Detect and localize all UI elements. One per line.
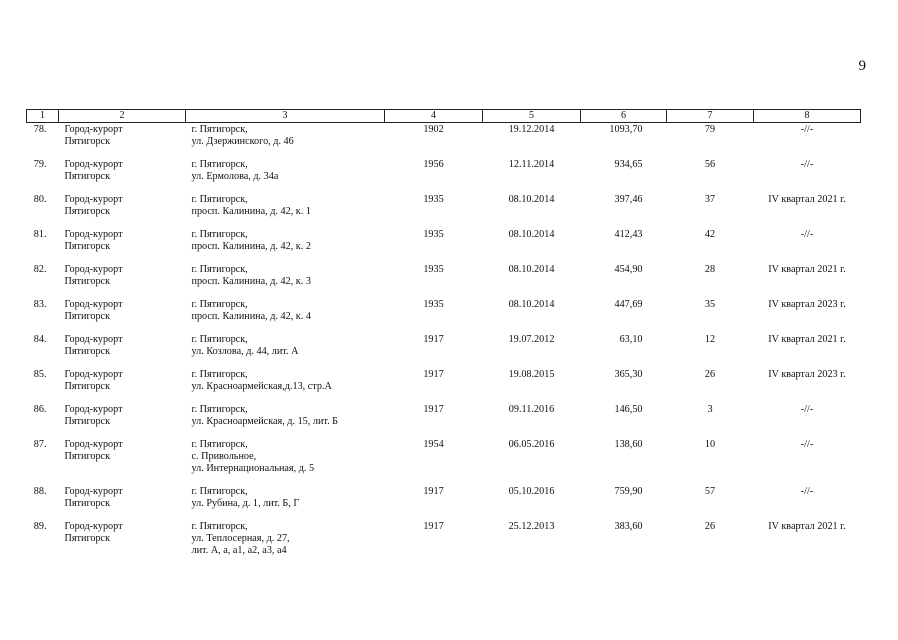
- row-number: 82.: [33, 264, 47, 275]
- residents-cell: 28: [704, 264, 716, 275]
- table-header: [27, 110, 861, 123]
- date-cell: 25.12.2013: [508, 521, 555, 532]
- municipality-cell: [59, 486, 186, 521]
- row-number: 89.: [33, 521, 47, 532]
- municipality-cell-line: Пятигорск: [64, 346, 111, 357]
- residents-cell: 35: [704, 299, 716, 310]
- municipality-cell: [59, 334, 186, 369]
- municipality-cell-line: Пятигорск: [64, 276, 111, 287]
- residents-cell: 26: [704, 369, 716, 380]
- municipality-cell-line: Город-курорт: [64, 334, 123, 345]
- area-cell: 397,46: [614, 194, 643, 205]
- municipality-cell: [59, 299, 186, 334]
- municipality-cell: [59, 439, 186, 486]
- term-cell: -//-: [800, 404, 814, 415]
- municipality-cell: [59, 159, 186, 194]
- residents-cell: 12: [704, 334, 716, 345]
- row-number: 88.: [33, 486, 47, 497]
- address-cell: [186, 521, 385, 557]
- year-cell: 1917: [423, 334, 444, 345]
- date-cell: 05.10.2016: [508, 486, 555, 497]
- header-col-1: 1: [27, 110, 59, 123]
- date-cell: 09.11.2016: [508, 404, 555, 415]
- table-row: [27, 439, 861, 486]
- header-col-4: 4: [385, 110, 483, 123]
- term-cell: IV квартал 2021 г.: [768, 264, 846, 275]
- address-cell: [186, 439, 385, 486]
- table-row: [27, 299, 861, 334]
- address-cell-line: ул. Красноармейская, д. 15, лит. Б: [191, 416, 339, 427]
- area-cell: 412,43: [614, 229, 643, 240]
- header-col-2: 2: [59, 110, 186, 123]
- address-cell-line: с. Привольное,: [191, 451, 257, 462]
- header-col-7: 7: [667, 110, 754, 123]
- municipality-cell-line: Город-курорт: [64, 439, 123, 450]
- header-row: [27, 110, 861, 123]
- year-cell: 1902: [423, 124, 444, 135]
- area-cell: 383,60: [614, 521, 643, 532]
- address-cell-line: просп. Калинина, д. 42, к. 3: [191, 276, 311, 287]
- address-cell: [186, 404, 385, 439]
- table-row: [27, 486, 861, 521]
- row-number: 80.: [33, 194, 47, 205]
- term-cell: -//-: [800, 159, 814, 170]
- municipality-cell: [59, 369, 186, 404]
- municipality-cell-line: Пятигорск: [64, 533, 111, 544]
- municipality-cell-line: Пятигорск: [64, 381, 111, 392]
- table-row: [27, 229, 861, 264]
- area-cell: 759,90: [614, 486, 643, 497]
- row-number: 78.: [33, 124, 47, 135]
- row-number: 79.: [33, 159, 47, 170]
- year-cell: 1917: [423, 486, 444, 497]
- table-row: [27, 369, 861, 404]
- residents-cell: 56: [704, 159, 716, 170]
- residents-cell: 3: [707, 404, 713, 415]
- row-number: 86.: [33, 404, 47, 415]
- municipality-cell-line: Город-курорт: [64, 299, 123, 310]
- municipality-cell-line: Пятигорск: [64, 498, 111, 509]
- area-cell: 138,60: [614, 439, 643, 450]
- address-cell: [186, 159, 385, 194]
- term-cell: IV квартал 2021 г.: [768, 194, 846, 205]
- date-cell: 08.10.2014: [508, 229, 555, 240]
- housing-table-container: [26, 109, 860, 557]
- address-cell-line: г. Пятигорск,: [191, 334, 248, 345]
- housing-table: [26, 109, 861, 557]
- table-row: [27, 334, 861, 369]
- date-cell: 08.10.2014: [508, 194, 555, 205]
- municipality-cell: [59, 229, 186, 264]
- term-cell: -//-: [800, 439, 814, 450]
- row-number: 87.: [33, 439, 47, 450]
- address-cell-line: г. Пятигорск,: [191, 124, 248, 135]
- date-cell: 19.08.2015: [508, 369, 555, 380]
- table-body: [27, 123, 861, 558]
- year-cell: 1935: [423, 229, 444, 240]
- municipality-cell-line: Город-курорт: [64, 369, 123, 380]
- municipality-cell: [59, 404, 186, 439]
- term-cell: IV квартал 2021 г.: [768, 334, 846, 345]
- row-number: 81.: [33, 229, 47, 240]
- year-cell: 1956: [423, 159, 444, 170]
- year-cell: 1954: [423, 439, 444, 450]
- address-cell-line: г. Пятигорск,: [191, 194, 248, 205]
- term-cell: IV квартал 2023 г.: [768, 369, 846, 380]
- year-cell: 1935: [423, 299, 444, 310]
- table-row: [27, 521, 861, 557]
- address-cell: [186, 194, 385, 229]
- address-cell-line: ул. Красноармейская,д.13, стр.А: [191, 381, 332, 392]
- address-cell-line: ул. Рубина, д. 1, лит. Б, Г: [191, 498, 300, 509]
- table-row: [27, 194, 861, 229]
- address-cell-line: г. Пятигорск,: [191, 299, 248, 310]
- date-cell: 08.10.2014: [508, 299, 555, 310]
- address-cell: [186, 334, 385, 369]
- address-cell-line: г. Пятигорск,: [191, 486, 248, 497]
- area-cell: 454,90: [614, 264, 643, 275]
- municipality-cell-line: Город-курорт: [64, 124, 123, 135]
- term-cell: IV квартал 2023 г.: [768, 299, 846, 310]
- municipality-cell-line: Пятигорск: [64, 311, 111, 322]
- address-cell-line: лит. А, а, а1, а2, а3, а4: [191, 545, 287, 556]
- area-cell: 146,50: [614, 404, 643, 415]
- area-cell: 1093,70: [609, 124, 643, 135]
- address-cell: [186, 123, 385, 160]
- term-cell: IV квартал 2021 г.: [768, 521, 846, 532]
- municipality-cell-line: Пятигорск: [64, 241, 111, 252]
- municipality-cell: [59, 264, 186, 299]
- municipality-cell-line: Город-курорт: [64, 521, 123, 532]
- municipality-cell-line: Пятигорск: [64, 136, 111, 147]
- date-cell: 06.05.2016: [508, 439, 555, 450]
- table-row: [27, 123, 861, 160]
- address-cell-line: ул. Теплосерная, д. 27,: [191, 533, 290, 544]
- address-cell: [186, 264, 385, 299]
- municipality-cell-line: Город-курорт: [64, 404, 123, 415]
- address-cell-line: г. Пятигорск,: [191, 264, 248, 275]
- address-cell: [186, 299, 385, 334]
- term-cell: -//-: [800, 486, 814, 497]
- address-cell-line: г. Пятигорск,: [191, 229, 248, 240]
- municipality-cell-line: Пятигорск: [64, 206, 111, 217]
- municipality-cell-line: Город-курорт: [64, 194, 123, 205]
- municipality-cell: [59, 194, 186, 229]
- row-number: 84.: [33, 334, 47, 345]
- address-cell-line: просп. Калинина, д. 42, к. 1: [191, 206, 311, 217]
- row-number: 85.: [33, 369, 47, 380]
- term-cell: -//-: [800, 124, 814, 135]
- table-row: [27, 159, 861, 194]
- municipality-cell-line: Пятигорск: [64, 171, 111, 182]
- address-cell-line: ул. Интернациональная, д. 5: [191, 463, 315, 474]
- residents-cell: 79: [704, 124, 716, 135]
- year-cell: 1935: [423, 194, 444, 205]
- address-cell-line: просп. Калинина, д. 42, к. 2: [191, 241, 311, 252]
- municipality-cell: [59, 123, 186, 160]
- municipality-cell-line: Город-курорт: [64, 229, 123, 240]
- municipality-cell-line: Город-курорт: [64, 159, 123, 170]
- residents-cell: 37: [704, 194, 716, 205]
- address-cell: [186, 229, 385, 264]
- address-cell-line: г. Пятигорск,: [191, 521, 248, 532]
- residents-cell: 57: [704, 486, 716, 497]
- date-cell: 08.10.2014: [508, 264, 555, 275]
- residents-cell: 42: [704, 229, 716, 240]
- address-cell-line: г. Пятигорск,: [191, 404, 248, 415]
- year-cell: 1917: [423, 521, 444, 532]
- residents-cell: 10: [704, 439, 716, 450]
- table-row: [27, 264, 861, 299]
- address-cell: [186, 486, 385, 521]
- municipality-cell-line: Пятигорск: [64, 451, 111, 462]
- address-cell-line: г. Пятигорск,: [191, 159, 248, 170]
- address-cell-line: ул. Ермолова, д. 34а: [191, 171, 279, 182]
- date-cell: 19.12.2014: [508, 124, 555, 135]
- year-cell: 1935: [423, 264, 444, 275]
- term-cell: -//-: [800, 229, 814, 240]
- address-cell-line: ул. Козлова, д. 44, лит. А: [191, 346, 299, 357]
- municipality-cell: [59, 521, 186, 557]
- date-cell: 19.07.2012: [508, 334, 555, 345]
- area-cell: 365,30: [614, 369, 643, 380]
- area-cell: 447,69: [614, 299, 643, 310]
- residents-cell: 26: [704, 521, 716, 532]
- address-cell-line: просп. Калинина, д. 42, к. 4: [191, 311, 311, 322]
- address-cell-line: г. Пятигорск,: [191, 369, 248, 380]
- address-cell-line: ул. Дзержинского, д. 46: [191, 136, 294, 147]
- municipality-cell-line: Пятигорск: [64, 416, 111, 427]
- page-number: 9: [858, 58, 866, 74]
- year-cell: 1917: [423, 369, 444, 380]
- header-col-3: 3: [186, 110, 385, 123]
- header-col-5: 5: [483, 110, 581, 123]
- address-cell-line: г. Пятигорск,: [191, 439, 248, 450]
- year-cell: 1917: [423, 404, 444, 415]
- area-cell: 63,10: [619, 334, 643, 345]
- address-cell: [186, 369, 385, 404]
- municipality-cell-line: Город-курорт: [64, 486, 123, 497]
- header-col-6: 6: [581, 110, 667, 123]
- table-row: [27, 404, 861, 439]
- header-col-8: 8: [754, 110, 861, 123]
- row-number: 83.: [33, 299, 47, 310]
- area-cell: 934,65: [614, 159, 643, 170]
- date-cell: 12.11.2014: [508, 159, 555, 170]
- municipality-cell-line: Город-курорт: [64, 264, 123, 275]
